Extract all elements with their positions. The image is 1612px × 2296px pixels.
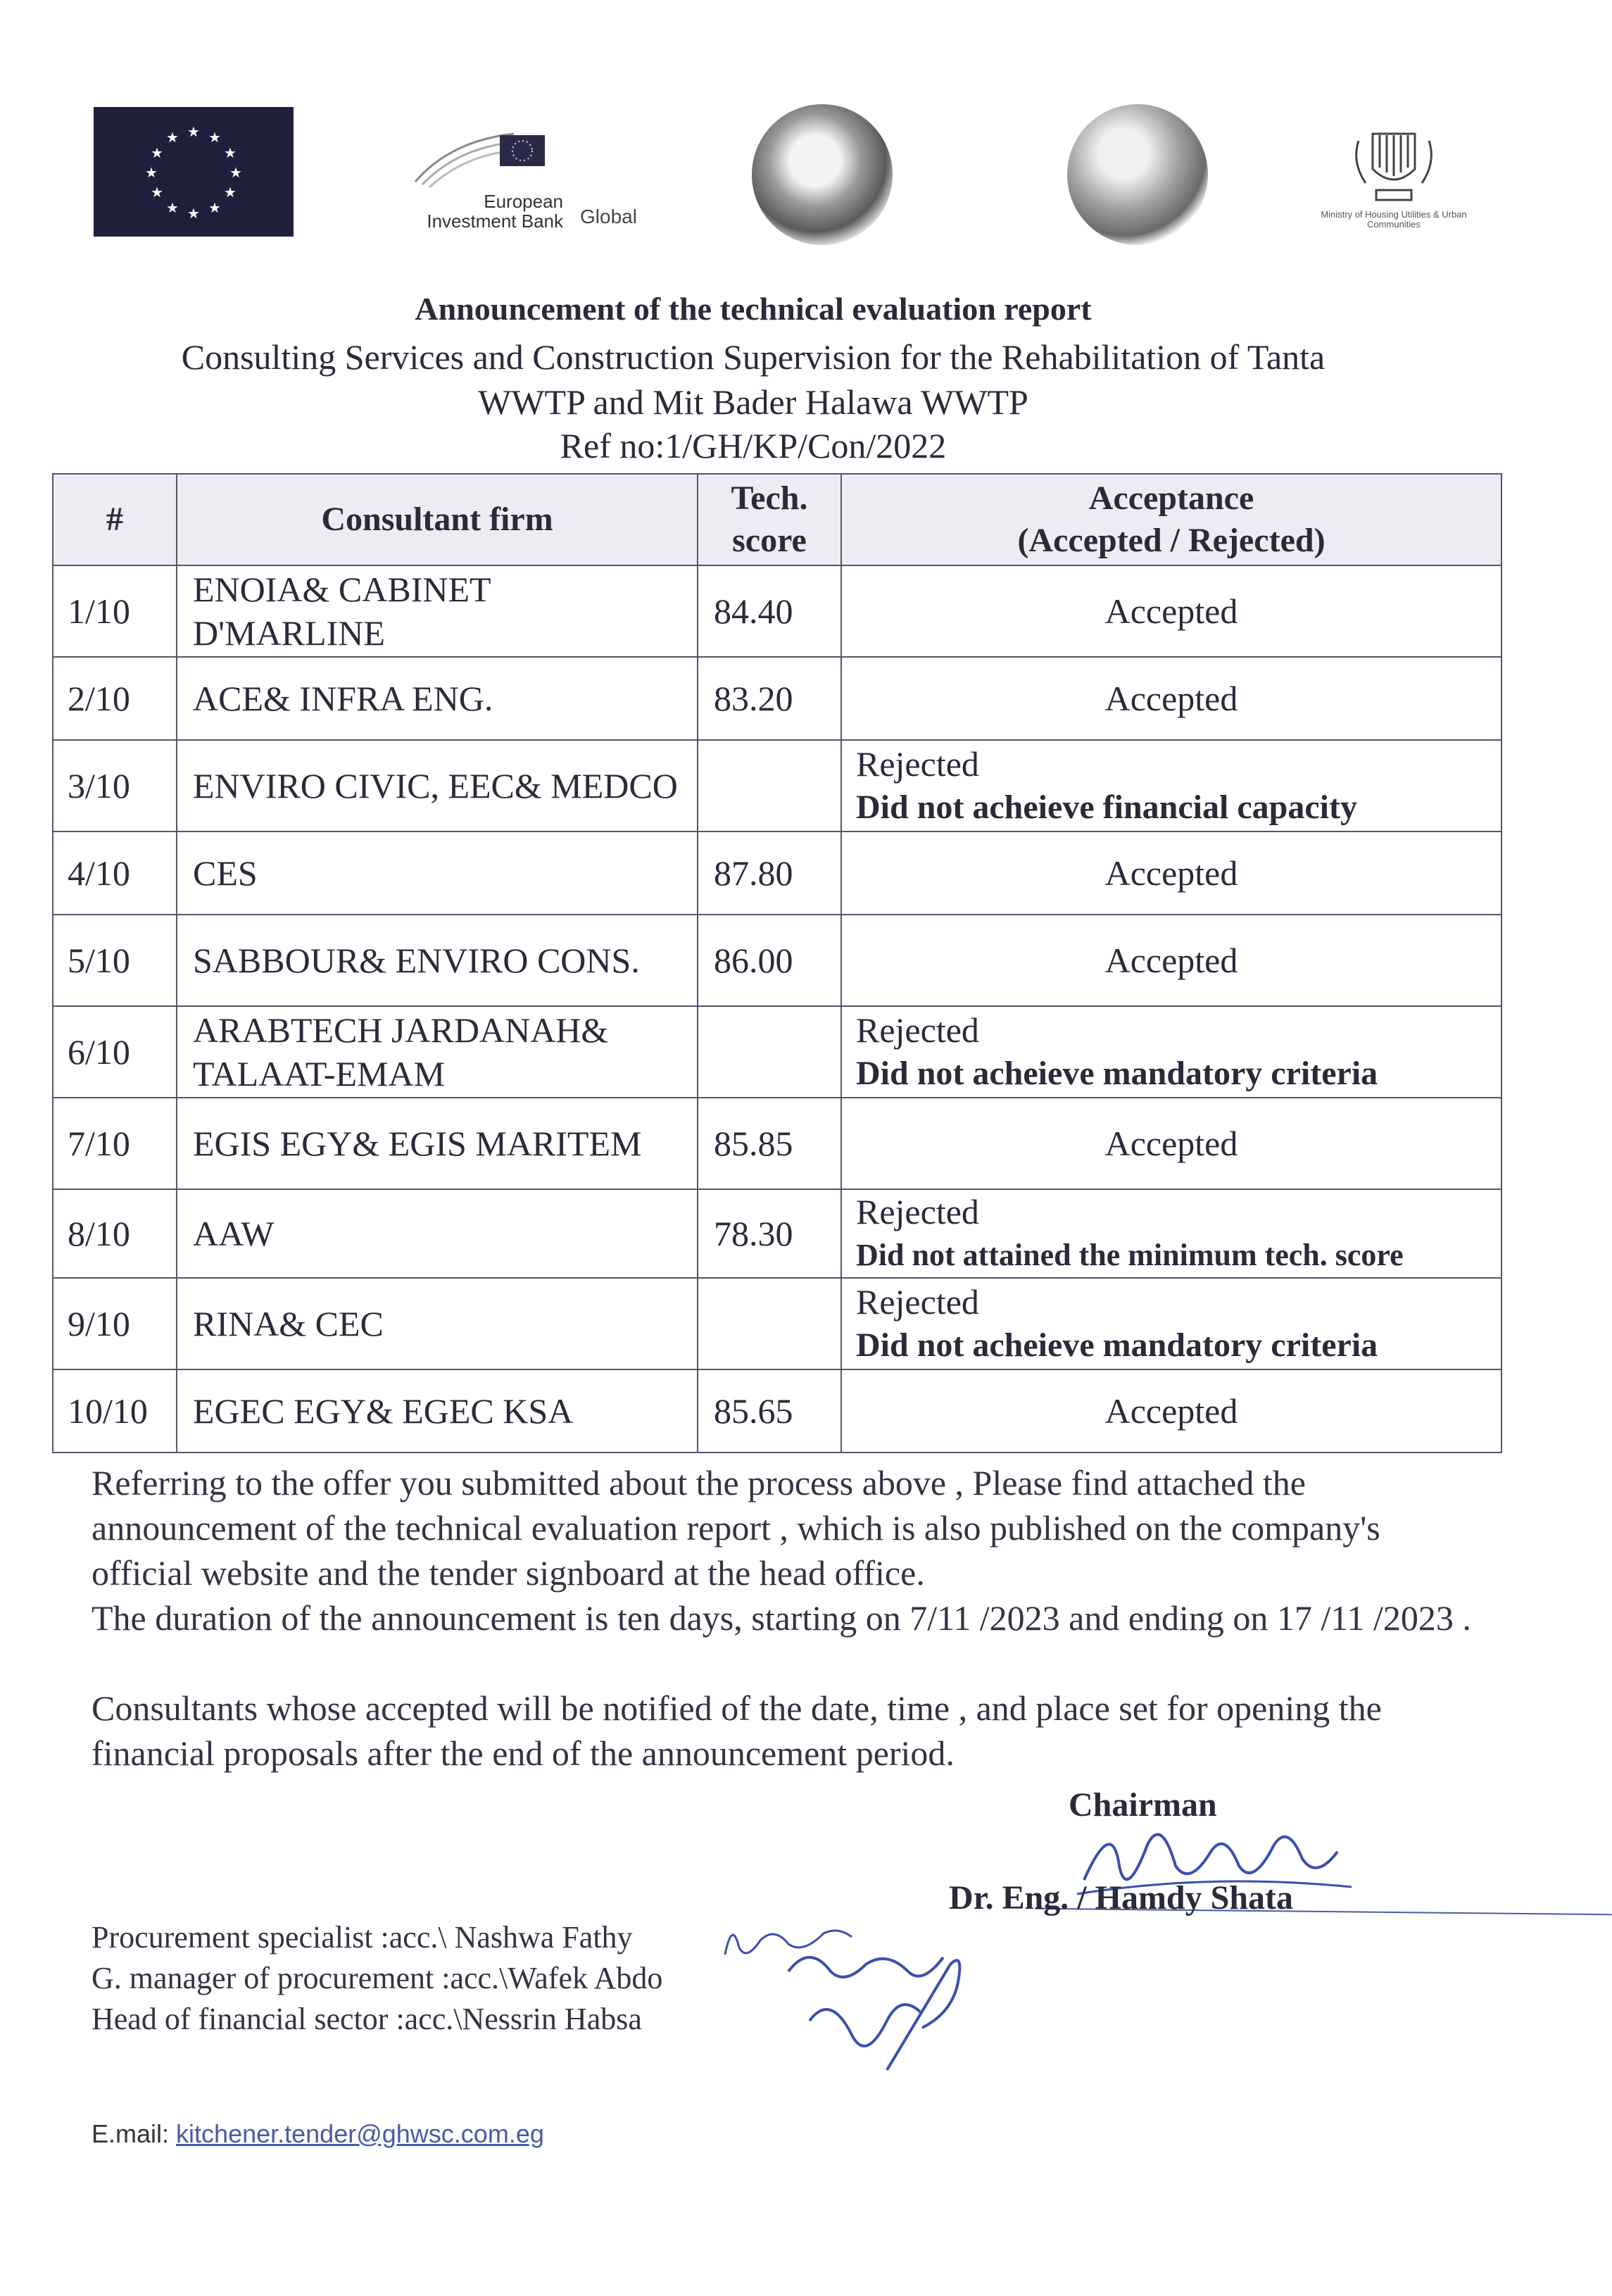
rejection-reason: Did not acheieve mandatory criteria bbox=[856, 1326, 1378, 1364]
table-row bbox=[53, 832, 1501, 915]
acceptance-status bbox=[841, 740, 1501, 832]
tech-score: 85.65 bbox=[698, 1369, 841, 1453]
table-row bbox=[53, 657, 1501, 740]
row-number: 10/10 bbox=[53, 1369, 177, 1453]
wafek-signature bbox=[781, 1943, 971, 2084]
acceptance-status bbox=[841, 1189, 1501, 1278]
acceptance-status: Accepted bbox=[841, 657, 1501, 740]
acceptance-status: Accepted bbox=[841, 832, 1501, 915]
eib-tagline: Global bbox=[580, 206, 637, 227]
table-row bbox=[53, 1006, 1501, 1098]
status-label: Rejected bbox=[856, 1282, 979, 1322]
header-firm: Consultant firm bbox=[177, 474, 698, 565]
svg-text:★: ★ bbox=[151, 184, 163, 201]
table-row bbox=[53, 1369, 1501, 1453]
table-body bbox=[53, 565, 1501, 1453]
table-row bbox=[53, 1098, 1501, 1189]
table-row bbox=[53, 740, 1501, 832]
svg-text:★: ★ bbox=[166, 199, 179, 216]
tech-score: 86.00 bbox=[698, 915, 841, 1006]
staff-financial-head: Head of financial sector :acc.\Nessrin Habsa bbox=[92, 2002, 642, 2036]
svg-text:★: ★ bbox=[208, 129, 221, 146]
svg-text:★: ★ bbox=[224, 184, 237, 201]
document-subtitle-line1: Consulting Services and Construction Supervision for the Rehabilitation of Tanta bbox=[181, 337, 1326, 377]
acceptance-status bbox=[841, 1278, 1501, 1369]
consultant-firm: ARABTECH JARDANAH& TALAAT-EMAM bbox=[177, 1006, 698, 1098]
table-row bbox=[53, 1189, 1501, 1278]
svg-text:★: ★ bbox=[151, 144, 163, 161]
row-number: 7/10 bbox=[53, 1098, 177, 1189]
svg-text:★: ★ bbox=[208, 199, 221, 216]
consultant-firm: EGEC EGY& EGEC KSA bbox=[177, 1369, 698, 1453]
paragraph-duration: The duration of the announcement is ten days, starting on 7/11 /2023 and ending on 17 /11 /2023 . bbox=[92, 1598, 1471, 1638]
header-score-line1: Tech. bbox=[731, 479, 808, 517]
svg-text:★: ★ bbox=[145, 164, 158, 181]
acceptance-status: Accepted bbox=[841, 1369, 1501, 1453]
acceptance-status bbox=[841, 1006, 1501, 1098]
tech-score: 85.85 bbox=[698, 1098, 841, 1189]
email-link[interactable]: kitchener.tender@ghwsc.com.eg bbox=[176, 2119, 544, 2148]
row-number: 5/10 bbox=[53, 915, 177, 1006]
consultant-firm: SABBOUR& ENVIRO CONS. bbox=[177, 915, 698, 1006]
table-header-row bbox=[53, 474, 1501, 565]
row-number: 4/10 bbox=[53, 832, 177, 915]
consultant-firm: AAW bbox=[177, 1189, 698, 1278]
header-acceptance-line2: (Accepted / Rejected) bbox=[1017, 522, 1326, 559]
consultant-firm: RINA& CEC bbox=[177, 1278, 698, 1369]
document-title: Announcement of the technical evaluation report bbox=[415, 291, 1092, 327]
header-acceptance-line1: Acceptance bbox=[1088, 479, 1254, 517]
table-row bbox=[53, 565, 1501, 657]
consultant-firm: EGIS EGY& EGIS MARITEM bbox=[177, 1098, 698, 1189]
table-row bbox=[53, 915, 1501, 1006]
svg-text:★: ★ bbox=[166, 129, 179, 146]
row-number: 9/10 bbox=[53, 1278, 177, 1369]
chairman-name: Dr. Eng. / Hamdy Shata bbox=[949, 1879, 1293, 1917]
email-line bbox=[92, 2119, 544, 2149]
tech-score: 87.80 bbox=[698, 832, 841, 915]
document-subtitle-line2: WWTP and Mit Bader Halawa WWTP bbox=[478, 382, 1028, 422]
rejection-reason: Did not acheieve mandatory criteria bbox=[856, 1055, 1378, 1092]
svg-text:★: ★ bbox=[224, 144, 237, 161]
consultant-firm: CES bbox=[177, 832, 698, 915]
tech-score bbox=[698, 740, 841, 832]
eu-flag-logo bbox=[94, 107, 294, 237]
consultant-firm: ACE& INFRA ENG. bbox=[177, 657, 698, 740]
email-label: E.mail: bbox=[92, 2119, 170, 2148]
chairman-title: Chairman bbox=[1069, 1786, 1217, 1824]
acceptance-status: Accepted bbox=[841, 565, 1501, 657]
paragraph-consultants: Consultants whose accepted will be notified of the date, time , and place set for opening the financial proposals after the end of the announcement period. bbox=[92, 1688, 1382, 1773]
row-number: 1/10 bbox=[53, 565, 177, 657]
tech-score bbox=[698, 1006, 841, 1098]
evaluation-table bbox=[52, 473, 1502, 1453]
tech-score: 83.20 bbox=[698, 657, 841, 740]
paragraph-referring: Referring to the offer you submitted about the process above , Please find attached the announcement of the technical evaluation report , which is also published on the company's official website and the tender signboard at the head office. bbox=[92, 1463, 1380, 1593]
acceptance-status: Accepted bbox=[841, 915, 1501, 1006]
company-logo-2 bbox=[1067, 104, 1208, 245]
acceptance-status: Accepted bbox=[841, 1098, 1501, 1189]
row-number: 2/10 bbox=[53, 657, 177, 740]
status-label: Rejected bbox=[856, 744, 979, 784]
svg-text:★: ★ bbox=[187, 205, 200, 222]
eib-name: European Investment Bank bbox=[427, 191, 563, 232]
status-label: Rejected bbox=[856, 1192, 979, 1231]
reference-number: Ref no:1/GH/KP/Con/2022 bbox=[560, 426, 947, 465]
header-acceptance bbox=[841, 474, 1501, 565]
header-num: # bbox=[53, 474, 177, 565]
status-label: Rejected bbox=[856, 1010, 979, 1050]
consultant-firm: ENVIRO CIVIC, EEC& MEDCO bbox=[177, 740, 698, 832]
tech-score bbox=[698, 1278, 841, 1369]
row-number: 8/10 bbox=[53, 1189, 177, 1278]
company-logo-1 bbox=[752, 104, 893, 245]
row-number: 3/10 bbox=[53, 740, 177, 832]
staff-procurement-specialist: Procurement specialist :acc.\ Nashwa Fathy bbox=[92, 1920, 633, 1955]
svg-text:★: ★ bbox=[229, 164, 242, 181]
tech-score: 84.40 bbox=[698, 565, 841, 657]
tech-score: 78.30 bbox=[698, 1189, 841, 1278]
ministry-name: Ministry of Housing Utilities & Urban Communities bbox=[1321, 209, 1467, 230]
row-number: 6/10 bbox=[53, 1006, 177, 1098]
rejection-reason: Did not attained the minimum tech. score bbox=[856, 1238, 1404, 1272]
header-score bbox=[698, 474, 841, 565]
staff-procurement-manager: G. manager of procurement :acc.\Wafek Abdo bbox=[92, 1961, 663, 1995]
consultant-firm: ENOIA& CABINET D'MARLINE bbox=[177, 565, 698, 657]
table-row bbox=[53, 1278, 1501, 1369]
header-score-line2: score bbox=[732, 522, 807, 559]
svg-text:★: ★ bbox=[187, 123, 200, 140]
rejection-reason: Did not acheieve financial capacity bbox=[856, 789, 1357, 826]
